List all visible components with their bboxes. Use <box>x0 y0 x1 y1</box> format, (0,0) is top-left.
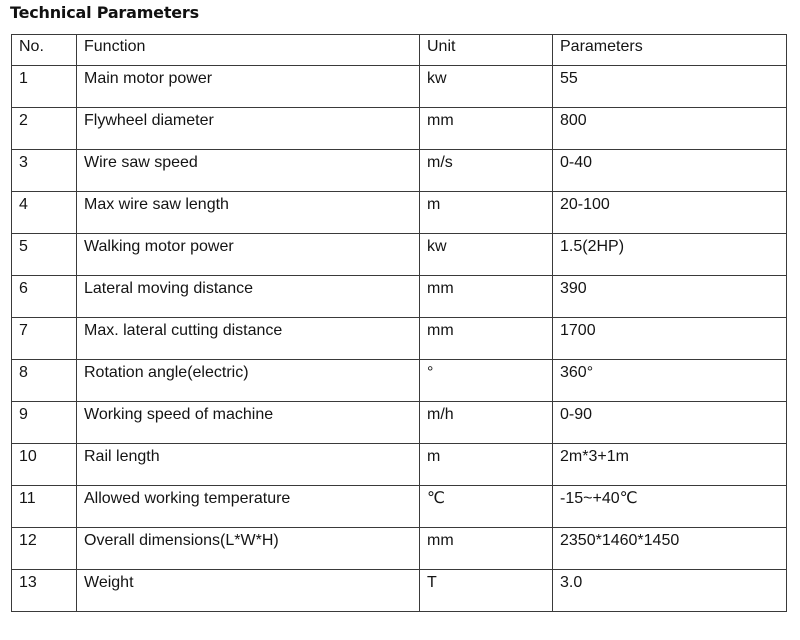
cell-no: 1 <box>12 66 77 108</box>
header-no: No. <box>12 35 77 66</box>
cell-function: Rail length <box>77 444 420 486</box>
cell-unit: kw <box>420 234 553 276</box>
cell-no: 5 <box>12 234 77 276</box>
cell-unit: T <box>420 570 553 612</box>
table-row <box>12 234 787 276</box>
cell-no: 12 <box>12 528 77 570</box>
table-body <box>12 35 787 612</box>
table-row <box>12 486 787 528</box>
table-row <box>12 360 787 402</box>
cell-no: 3 <box>12 150 77 192</box>
header-function: Function <box>77 35 420 66</box>
cell-function: Flywheel diameter <box>77 108 420 150</box>
cell-unit: kw <box>420 66 553 108</box>
cell-unit: mm <box>420 528 553 570</box>
cell-parameter: 1700 <box>553 318 787 360</box>
cell-function: Rotation angle(electric) <box>77 360 420 402</box>
cell-unit: mm <box>420 276 553 318</box>
cell-parameter: 2350*1460*1450 <box>553 528 787 570</box>
cell-function: Overall dimensions(L*W*H) <box>77 528 420 570</box>
table-row <box>12 192 787 234</box>
cell-unit: m <box>420 444 553 486</box>
cell-unit: ° <box>420 360 553 402</box>
cell-function: Weight <box>77 570 420 612</box>
header-parameters: Parameters <box>553 35 787 66</box>
table-row <box>12 570 787 612</box>
table-row <box>12 528 787 570</box>
cell-parameter: 360° <box>553 360 787 402</box>
cell-no: 6 <box>12 276 77 318</box>
cell-function: Max wire saw length <box>77 192 420 234</box>
cell-no: 9 <box>12 402 77 444</box>
cell-parameter: 20-100 <box>553 192 787 234</box>
technical-parameters-table <box>11 34 787 612</box>
cell-parameter: 0-40 <box>553 150 787 192</box>
table-row <box>12 444 787 486</box>
cell-parameter: 800 <box>553 108 787 150</box>
cell-unit: mm <box>420 108 553 150</box>
table-row <box>12 318 787 360</box>
cell-function: Allowed working temperature <box>77 486 420 528</box>
table-row <box>12 108 787 150</box>
cell-parameter: -15~+40℃ <box>553 486 787 528</box>
cell-no: 7 <box>12 318 77 360</box>
cell-no: 10 <box>12 444 77 486</box>
cell-no: 11 <box>12 486 77 528</box>
cell-no: 8 <box>12 360 77 402</box>
cell-parameter: 2m*3+1m <box>553 444 787 486</box>
cell-no: 2 <box>12 108 77 150</box>
header-unit: Unit <box>420 35 553 66</box>
cell-unit: ℃ <box>420 486 553 528</box>
cell-unit: m/h <box>420 402 553 444</box>
page-title: Technical Parameters <box>10 3 199 22</box>
cell-no: 4 <box>12 192 77 234</box>
cell-function: Walking motor power <box>77 234 420 276</box>
table-row <box>12 402 787 444</box>
cell-function: Max. lateral cutting distance <box>77 318 420 360</box>
cell-unit: mm <box>420 318 553 360</box>
cell-no: 13 <box>12 570 77 612</box>
cell-function: Working speed of machine <box>77 402 420 444</box>
cell-unit: m/s <box>420 150 553 192</box>
cell-parameter: 0-90 <box>553 402 787 444</box>
cell-parameter: 3.0 <box>553 570 787 612</box>
table-row <box>12 150 787 192</box>
cell-function: Lateral moving distance <box>77 276 420 318</box>
table-header-row <box>12 35 787 66</box>
table-row <box>12 66 787 108</box>
cell-function: Main motor power <box>77 66 420 108</box>
cell-parameter: 390 <box>553 276 787 318</box>
table-row <box>12 276 787 318</box>
cell-parameter: 55 <box>553 66 787 108</box>
cell-unit: m <box>420 192 553 234</box>
cell-function: Wire saw speed <box>77 150 420 192</box>
cell-parameter: 1.5(2HP) <box>553 234 787 276</box>
